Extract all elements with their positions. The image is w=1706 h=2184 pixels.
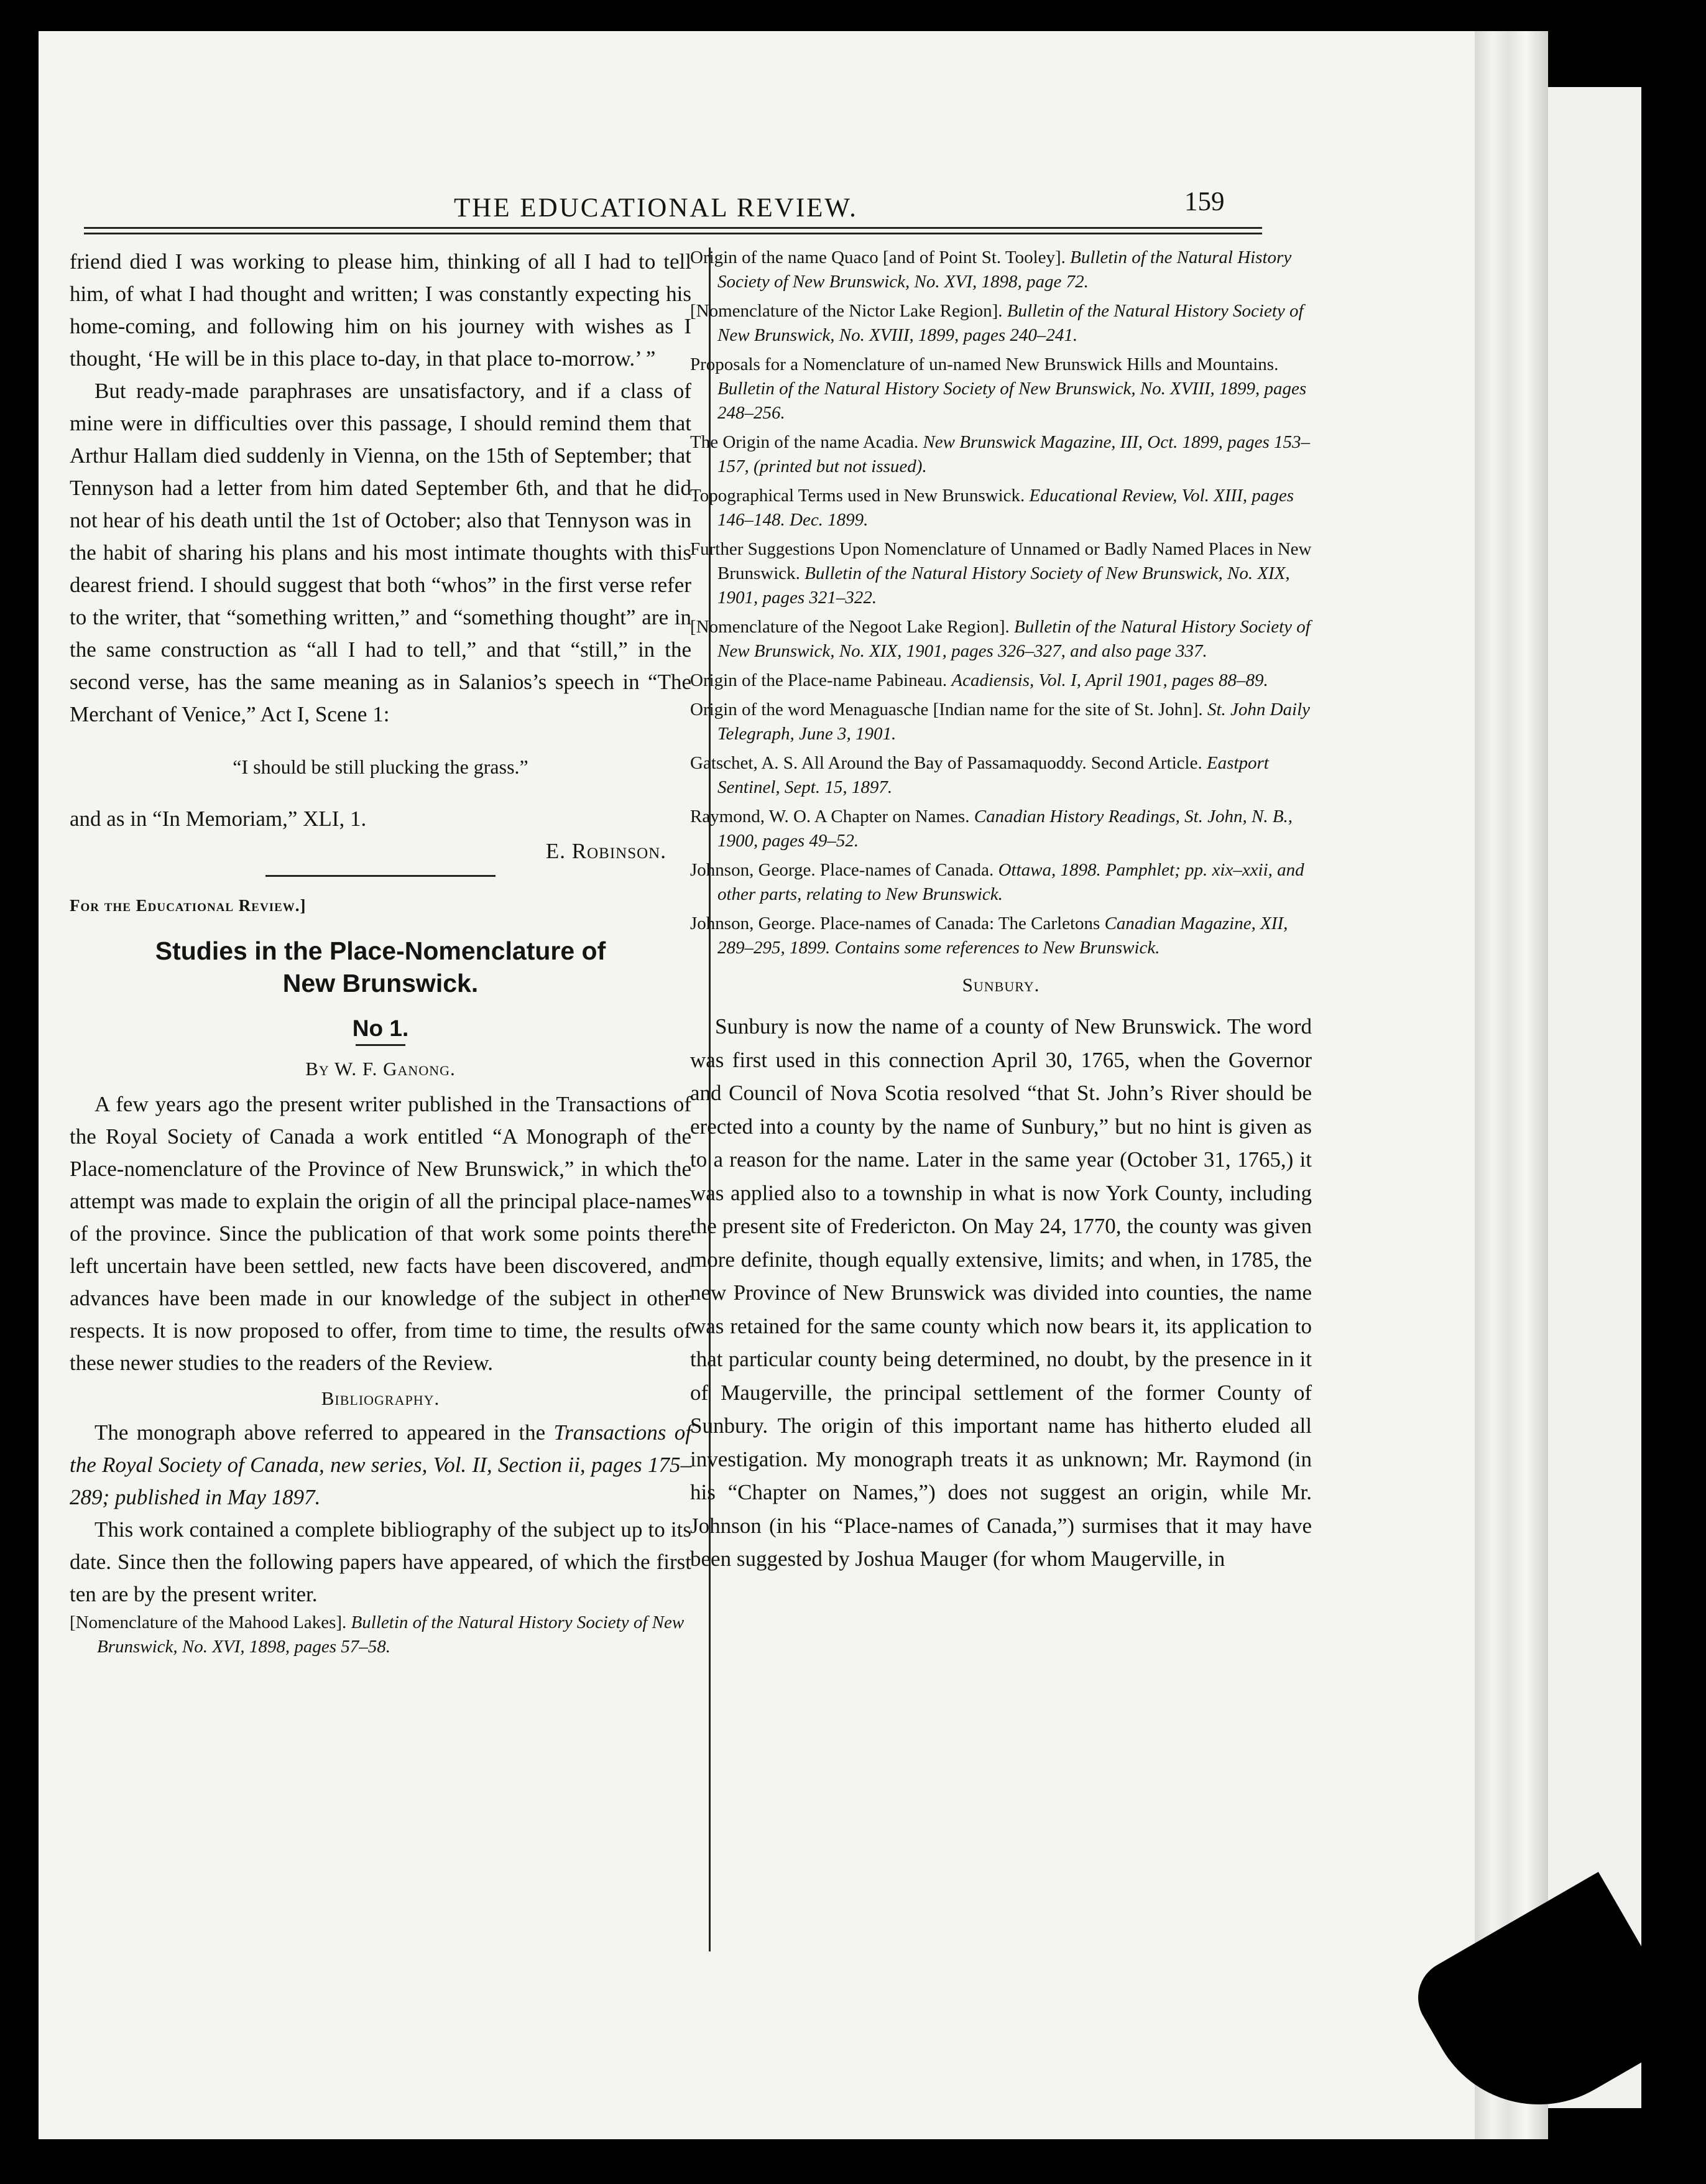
entry-source: Bulletin of the Natural History Society of New Brunswick, No. XVI, 1898, pages 57–58.	[97, 1613, 685, 1657]
bibliography-entry	[690, 858, 1312, 907]
bibliography-entry	[70, 1611, 691, 1659]
bibliography-entry	[690, 615, 1312, 664]
number-underline	[356, 1044, 405, 1046]
bibliography-entry	[690, 669, 1312, 693]
quotation: “I should be still plucking the grass.”	[233, 756, 528, 778]
bibliography-list	[690, 246, 1312, 960]
bibliography-paragraph	[70, 1417, 691, 1514]
entry-source: St. John Daily Telegraph, June 3, 1901.	[717, 700, 1311, 744]
running-head	[0, 187, 1706, 230]
entry-source: Bulletin of the Natural History Society of New Brunswick, No. XIX, 1901, pages 326–327, and also page 337.	[717, 617, 1311, 661]
left-column	[70, 246, 691, 1664]
entry-source: Canadian Magazine, XII, 289–295, 1899. Contains some references to New Brunswick.	[717, 914, 1288, 958]
bibliography-entry	[690, 805, 1312, 853]
entry-source: Bulletin of the Natural History Society of New Brunswick, No. XVI, 1898, page 72.	[717, 248, 1292, 292]
paragraph: But ready-made paraphrases are unsatisfactory, and if a class of mine were in difficulties over this passage, I should remind them that Arthur Hallam died suddenly in Vienna, on the 15th of September; that Tennyson had a letter from him dated September 6th, and that he did not hear of his death until the 1st of October; also that Tennyson was in the habit of sharing his plans and his most intimate thoughts with this dearest friend. I should suggest that both “whos” in the first verse refer to the writer, that “something written,” and “something thought” are in the same construction as “all I had to tell,” and that “still,” in the second verse, has the same meaning as in Salanios’s speech in “The Merchant of Venice,” Act I, Scene 1:	[70, 379, 691, 726]
article-number: No 1.	[352, 1016, 409, 1041]
header-rule-double	[84, 233, 1262, 234]
article-title-line-2: New Brunswick.	[282, 969, 479, 997]
journal-title: THE EDUCATIONAL REVIEW.	[454, 193, 858, 223]
entry-source: Bulletin of the Natural History Society of New Brunswick, No. XIX, 1901, pages 321–322.	[717, 563, 1290, 608]
entry-source: Educational Review, Vol. XIII, pages 146–148. Dec. 1899.	[717, 486, 1294, 530]
page-number: 159	[1184, 187, 1225, 216]
bibliography-citation: Transactions of the Royal Society of Canada, new series, Vol. II, Section ii, pages 175–289; published in May 1897.	[70, 1420, 692, 1509]
byline: By W. F. Ganong.	[305, 1058, 456, 1080]
entry-title: Origin of the Place-name Pabineau.	[690, 670, 948, 690]
entry-title: [Nomenclature of the Negoot Lake Region].	[690, 617, 1010, 637]
entry-title: Origin of the name Quaco [and of Point St. Tooley].	[690, 248, 1066, 267]
bibliography-entry	[690, 484, 1312, 532]
closing-line: and as in “In Memoriam,” XLI, 1.	[70, 807, 367, 831]
article-title	[70, 935, 691, 999]
entry-title: Johnson, George. Place-names of Canada: The Carletons	[690, 914, 1100, 933]
signature: E. Robinson.	[545, 839, 666, 863]
section-rule	[265, 875, 496, 877]
bibliography-heading: Bibliography.	[321, 1387, 440, 1409]
entry-source: Ottawa, 1898. Pamphlet; pp. xix–xxii, and other parts, relating to New Brunswick.	[717, 860, 1304, 904]
entry-title: [Nomenclature of the Mahood Lakes].	[70, 1613, 347, 1632]
bibliography-text: The monograph above referred to appeared in the	[95, 1420, 546, 1445]
entry-title: Gatschet, A. S. All Around the Bay of Passamaquoddy. Second Article.	[690, 753, 1202, 773]
entry-source: Bulletin of the Natural History Society of New Brunswick, No. XVIII, 1899, pages 248–256.	[717, 379, 1307, 423]
intro-paragraph: A few years ago the present writer published in the Transactions of the Royal Society of Canada a work entitled “A Monograph of the Place-nomenclature of the Province of New Brunswick,” in which the attempt was made to explain the origin of all the principal place-names of the province. Since the publication of that work some points there left uncertain have been settled, new facts have been discovered, and advances have been made in our knowledge of the subject in other respects. It is now proposed to offer, from time to time, the results of these newer studies to the readers of the Review.	[70, 1092, 691, 1375]
bibliography-entry	[690, 246, 1312, 294]
entry-source: Bulletin of the Natural History Society of New Brunswick, No. XVIII, 1899, pages 240–241.	[717, 301, 1304, 345]
bibliography-entry	[690, 751, 1312, 800]
bibliography-entry	[690, 299, 1312, 348]
right-column	[690, 246, 1312, 1576]
section-heading: Sunbury.	[962, 974, 1040, 996]
bibliography-entry	[690, 537, 1312, 610]
entry-title: Topographical Terms used in New Brunswick.	[690, 486, 1025, 506]
bibliography-entry	[690, 430, 1312, 479]
for-review-note: For the Educational Review.]	[70, 896, 307, 915]
entry-source: Acadiensis, Vol. I, April 1901, pages 88–89.	[951, 670, 1268, 690]
entry-title: Raymond, W. O. A Chapter on Names.	[690, 807, 970, 826]
entry-title: Johnson, George. Place-names of Canada.	[690, 860, 994, 880]
entry-title: [Nomenclature of the Nictor Lake Region].	[690, 301, 1003, 321]
page-edge-stack	[1475, 31, 1548, 2139]
entry-title: Origin of the word Menaguasche [Indian name for the site of St. John].	[690, 700, 1203, 720]
bibliography-entry	[690, 353, 1312, 425]
entry-source: Eastport Sentinel, Sept. 15, 1897.	[717, 753, 1269, 797]
bibliography-paragraph-2: This work contained a complete bibliography of the subject up to its date. Since then the following papers have appeared, of which the first ten are by the present writer.	[70, 1517, 691, 1606]
sunbury-paragraph: Sunbury is now the name of a county of New Brunswick. The word was first used in this connection April 30, 1765, when the Governor and Council of Nova Scotia resolved “that St. John’s River should be erected into a county by the name of Sunbury,” but no hint is given as to a reason for the name. Later in the same year (October 31, 1765,) it was applied also to a township in what is now York County, including the present site of Fredericton. On May 24, 1770, the county was given more definite, though equally extensive, limits; and when, in 1785, the new Province of New Brunswick was divided into counties, the name was retained for the same county which now bears it, its application to that particular county being determined, no doubt, by the presence in it of Maugerville, the principal settlement of the former County of Sunbury. The origin of this important name has hitherto eluded all investigation. My monograph treats it as unknown; Mr. Raymond (in his “Chapter on Names,”) does not suggest an origin, while Mr. Johnson (in his “Place-names of Canada,”) surmises that it may have been suggested by Joshua Mauger (for whom Maugerville, in	[690, 1014, 1312, 1571]
underlying-page	[1548, 87, 1641, 2108]
entry-title: Further Suggestions Upon Nomenclature of Unnamed or Badly Named Places in New Brunswick.	[690, 539, 1312, 583]
entry-title: The Origin of the name Acadia.	[690, 432, 919, 452]
header-rule	[84, 227, 1262, 229]
entry-title: Proposals for a Nomenclature of un-named New Brunswick Hills and Mountains.	[690, 354, 1279, 374]
article-title-line-1: Studies in the Place-Nomenclature of	[155, 937, 606, 965]
entry-source: New Brunswick Magazine, III, Oct. 1899, pages 153–157, (printed but not issued).	[717, 432, 1311, 476]
paragraph: friend died I was working to please him, thinking of all I had to tell him, of what I had thought and written; I was constantly expecting his home-coming, and following him on his journey with wishes as I thought, ‘He will be in this place to-day, in that place to-morrow.’ ”	[70, 249, 691, 371]
bibliography-entry	[690, 912, 1312, 960]
bibliography-entry	[690, 698, 1312, 746]
entry-source: Canadian History Readings, St. John, N. B., 1900, pages 49–52.	[717, 807, 1293, 851]
